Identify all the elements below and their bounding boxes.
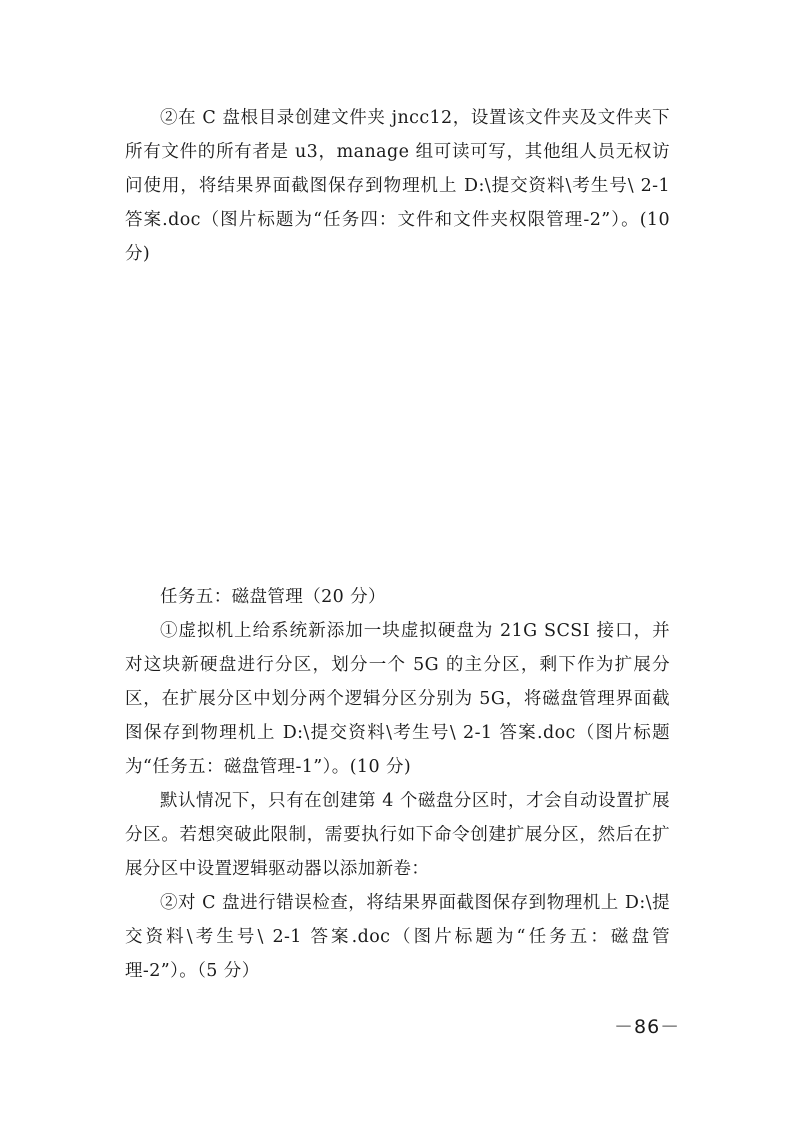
task5-section bbox=[125, 580, 670, 988]
task5-heading: 任务五：磁盘管理（20 分） bbox=[160, 587, 386, 607]
task4-section bbox=[125, 101, 670, 271]
task5-item-2-paragraph: ②对 C 盘进行错误检查，将结果界面截图保存到物理机上 D:\提交资料\考生号\ 2-1 答案.doc（图片标题为“任务五：磁盘管理-2”）。（5 分） bbox=[125, 893, 670, 981]
page-number: －86－ bbox=[614, 1016, 681, 1038]
task4-item-2-paragraph: ②在 C 盘根目录创建文件夹 jncc12，设置该文件夹及文件夹下所有文件的所有者是 u3，manage 组可读可写，其他组人员无权访问使用，将结果界面截图保存到物理机上 D:\提交资料\考生号\ 2-1 答案.doc（图片标题为“任务四：文件和文件夹权限管理-2”）。(10 分) bbox=[125, 108, 670, 264]
extended-partition-note-paragraph: 默认情况下，只有在创建第 4 个磁盘分区时，才会自动设置扩展分区。若想突破此限制，需要执行如下命令创建扩展分区，然后在扩展分区中设置逻辑驱动器以添加新卷： bbox=[125, 791, 670, 879]
task5-item-1-paragraph: ①虚拟机上给系统新添加一块虚拟硬盘为 21G SCSI 接口，并对这块新硬盘进行分区，划分一个 5G 的主分区，剩下作为扩展分区，在扩展分区中划分两个逻辑分区分别为 5G，将磁盘管理界面截图保存到物理机上 D:\提交资料\考生号\ 2-1 答案.doc（图片标题为“任务五：磁盘管理-1”）。(10 分) bbox=[125, 621, 670, 777]
